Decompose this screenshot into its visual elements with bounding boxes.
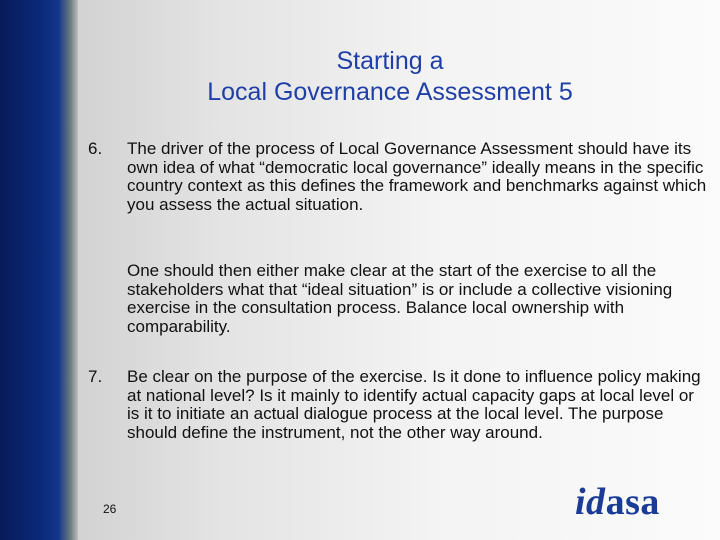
title-line-2: Local Governance Assessment 5 — [207, 78, 573, 106]
logo-id-text: id — [575, 481, 606, 523]
item-6-paragraph-2: One should then either make clear at the start of the exercise to all the stakeholders what that “ideal situation” is or include a collective visioning exercise in the consultation process. Balance local ownership with comparability. — [127, 261, 673, 336]
slide-title — [140, 46, 640, 108]
item-6-paragraph-1: The driver of the process of Local Governance Assessment should have its own idea of what “democratic local governance” ideally means in the specific country context as this defines the framework and benchmarks against which you assess the actual situation. — [127, 139, 707, 214]
logo-asa-text: asa — [605, 481, 660, 523]
item-number-6: 6. — [88, 139, 103, 158]
page-number: 26 — [103, 502, 117, 516]
title-line-1: Starting a — [336, 47, 444, 75]
item-number-7: 7. — [88, 367, 103, 386]
item-7-paragraph-1: Be clear on the purpose of the exercise. Is it done to influence policy making at national level? Is it mainly to identify actual capacity gaps at local level or is it to initiate an actual dialogue process at the local level. The purpose should define the instrument, not the other way around. — [127, 367, 701, 442]
left-accent-bar — [0, 0, 78, 540]
idasa-logo — [575, 482, 660, 522]
